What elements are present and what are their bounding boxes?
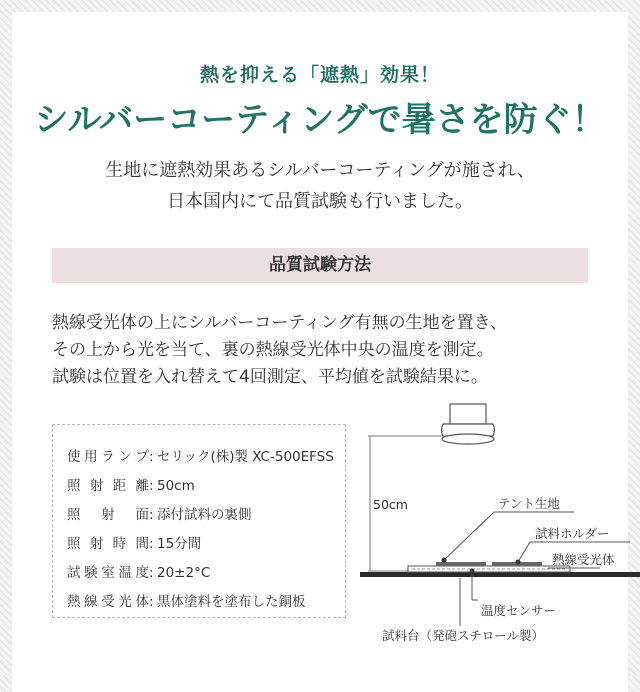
spec-value: 15分間 <box>157 536 202 552</box>
spec-key: 照射距離 <box>67 478 149 494</box>
intro-line-1: 生地に遮熱効果あるシルバーコーティングが施され、 <box>105 160 535 181</box>
label-receiver: 熱線受光体 <box>552 552 615 567</box>
sample-stand <box>360 572 640 577</box>
distance-label: 50cm <box>373 497 408 512</box>
spec-value: 50cm <box>157 478 195 494</box>
label-sample-stand: 試料台（発砲スチロール製） <box>382 628 545 643</box>
spec-key: 熱線受光体 <box>67 594 149 610</box>
spec-value: 20±2°C <box>157 565 211 581</box>
spec-key: 照射時間 <box>67 536 149 552</box>
spec-key: 試験室温度 <box>67 565 149 581</box>
section-title: 品質試験方法 <box>269 255 371 275</box>
spec-key: 照射面 <box>67 507 149 523</box>
intro-line-2: 日本国内にて品質試験も行いました。 <box>167 191 473 212</box>
label-sample-holder: 試料ホルダー <box>535 526 610 541</box>
spec-value: 添付試料の裏側 <box>157 507 252 523</box>
spec-key: 使用ランプ <box>67 449 149 465</box>
label-tent-fabric: テント生地 <box>498 496 560 511</box>
lamp-icon <box>442 404 495 444</box>
spec-value: セリック(株)製 XC-500EFSS <box>157 449 334 465</box>
headline: シルバーコーティングで暑さを防ぐ！ <box>34 100 606 140</box>
spec-row-distance: 照射距離: 50cm <box>67 474 195 494</box>
callout-receiver <box>548 552 615 568</box>
spec-row-lamp: 使用ランプ: セリック(株)製 XC-500EFSS <box>67 445 334 465</box>
method-line-3: 試験は位置を入れ替えて4回測定、平均値を試験結果に。 <box>52 367 488 387</box>
spec-row-time: 照射時間: 15分間 <box>67 532 201 552</box>
sample-holder-left <box>436 562 486 566</box>
spec-row-receiver: 熱線受光体: 黒体塗料を塗布した銅板 <box>67 590 306 610</box>
spec-value: 黒体塗料を塗布した銅板 <box>157 594 306 610</box>
kicker-text: 熱を抑える「遮熱」効果！ <box>199 64 440 86</box>
method-line-2: その上から光を当て、裏の熱線受光体中央の温度を測定。 <box>52 340 494 360</box>
method-line-1: 熱線受光体の上にシルバーコーティング有無の生地を置き、 <box>52 313 508 333</box>
spec-row-room-temp: 試験室温度: 20±2°C <box>67 561 210 581</box>
spec-row-surface: 照射面: 添付試料の裏側 <box>67 503 252 523</box>
label-temp-sensor: 温度センサー <box>481 603 557 618</box>
